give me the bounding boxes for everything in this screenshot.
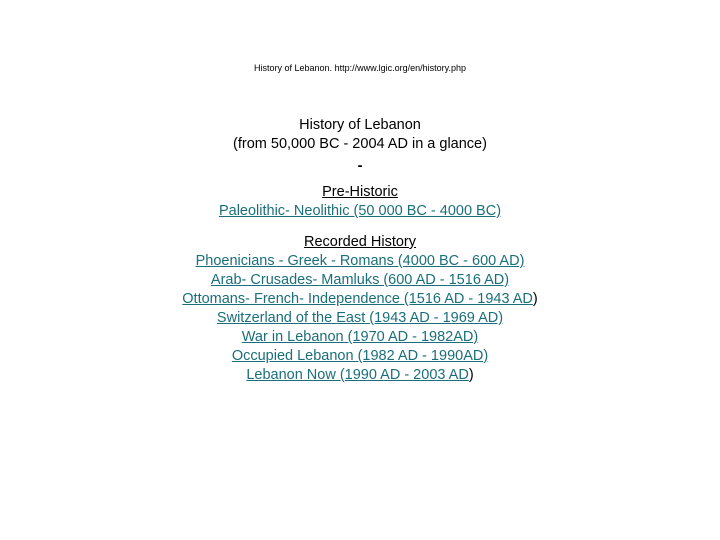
source-citation: History of Lebanon. http://www.lgic.org/en/history.php: [254, 63, 466, 73]
list-item: [0, 309, 720, 328]
page-subtitle: (from 50,000 BC - 2004 AD in a glance): [233, 136, 487, 152]
separator-dash: -: [357, 158, 363, 174]
link-lebanon-now[interactable]: Lebanon Now (1990 AD - 2003 AD: [246, 367, 469, 383]
link-ottomans-french-independence[interactable]: Ottomans- French- Independence (1516 AD - 1943 AD: [182, 291, 533, 307]
link-arab-crusades-mamluks[interactable]: Arab- Crusades- Mamluks (600 AD - 1516 AD): [210, 272, 510, 288]
link-phoenicians-greek-romans[interactable]: Phoenicians - Greek - Romans (4000 BC - 600 AD): [195, 253, 525, 269]
link-occupied-lebanon[interactable]: Occupied Lebanon (1982 AD - 1990AD): [231, 348, 489, 364]
closing-paren: ): [468, 367, 474, 383]
list-item: [0, 290, 720, 309]
list-item: [0, 202, 720, 221]
section-heading-prehistoric: Pre-Historic: [322, 184, 398, 200]
link-paleolithic-neolithic[interactable]: Paleolithic- Neolithic (50 000 BC - 4000 BC): [218, 203, 502, 219]
list-item: [0, 328, 720, 347]
link-switzerland-of-the-east[interactable]: Switzerland of the East (1943 AD - 1969 AD): [216, 310, 504, 326]
closing-paren: ): [532, 291, 538, 307]
list-item: [0, 252, 720, 271]
section-heading-recorded-history: Recorded History: [303, 234, 416, 250]
page-title: History of Lebanon: [299, 117, 421, 133]
history-outline: [0, 116, 720, 385]
list-item: [0, 366, 720, 385]
link-war-in-lebanon[interactable]: War in Lebanon (1970 AD - 1982AD): [241, 329, 479, 345]
list-item: [0, 271, 720, 290]
list-item: [0, 347, 720, 366]
